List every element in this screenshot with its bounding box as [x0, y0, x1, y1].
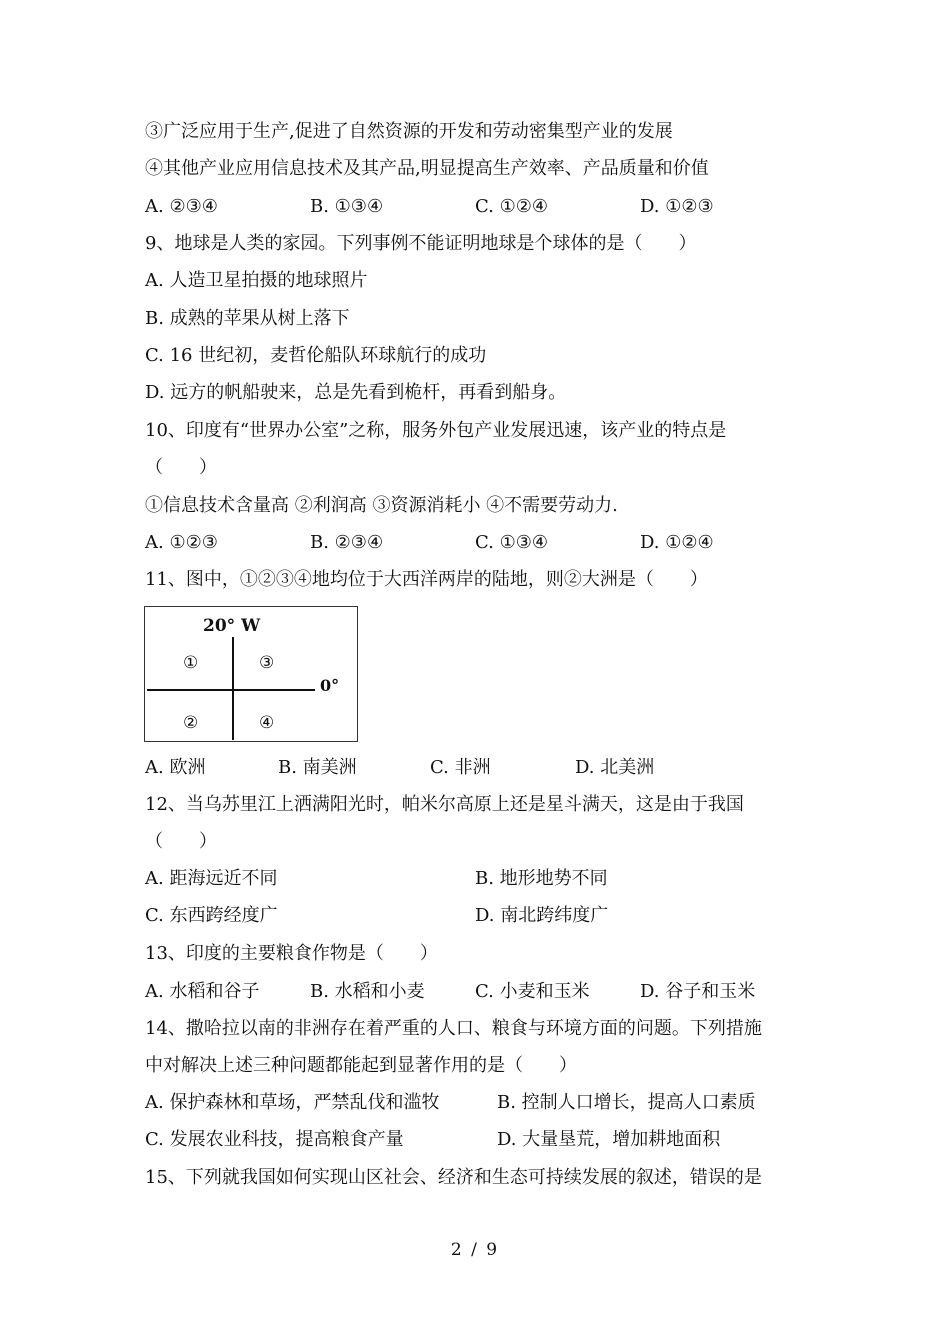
question-14-cont: 中对解决上述三种问题都能起到显著作用的是（ ） [145, 1055, 577, 1076]
coordinate-diagram [144, 606, 358, 742]
meridian-label: 20° W [203, 616, 261, 636]
q8-option-c: C. ①②④ [475, 196, 548, 217]
question-12: 12、当乌苏里江上洒满阳光时，帕米尔高原上还是星斗满天，这是由于我国 [145, 794, 744, 815]
q13-option-d: D. 谷子和玉米 [640, 981, 756, 1002]
q9-option-d: D. 远方的帆船驶来，总是先看到桅杆，再看到船身。 [145, 382, 567, 403]
question-9: 9、地球是人类的家园。下列事例不能证明地球是个球体的是（ ） [145, 233, 697, 254]
question-10: 10、印度有“世界办公室”之称，服务外包产业发展迅速，该产业的特点是 [145, 420, 727, 441]
equator-label: 0° [320, 676, 340, 695]
q8-option-b: B. ①③④ [310, 196, 384, 217]
region-4-label: ④ [259, 713, 275, 733]
q11-option-a: A. 欧洲 [145, 757, 206, 778]
q11-option-d: D. 北美洲 [575, 757, 655, 778]
q11-option-b: B. 南美洲 [278, 757, 357, 778]
q14-option-d: D. 大量垦荒，增加耕地面积 [497, 1129, 721, 1150]
q10-option-d: D. ①②④ [640, 532, 714, 553]
statement-4: ④其他产业应用信息技术及其产品,明显提高生产效率、产品质量和价值 [145, 158, 709, 179]
region-1-label: ① [183, 653, 199, 673]
statement-3: ③广泛应用于生产,促进了自然资源的开发和劳动密集型产业的发展 [145, 121, 673, 142]
q10-statements: ①信息技术含量高 ②利润高 ③资源消耗小 ④不需要劳动力. [145, 495, 618, 516]
q13-option-b: B. 水稻和小麦 [310, 981, 425, 1002]
region-3-label: ③ [259, 653, 275, 673]
q12-option-a: A. 距海远近不同 [145, 868, 278, 889]
page-number: 2 / 9 [450, 1240, 500, 1260]
q10-option-a: A. ①②③ [145, 532, 218, 553]
q13-option-a: A. 水稻和谷子 [145, 981, 260, 1002]
q14-option-b: B. 控制人口增长，提高人口素质 [497, 1092, 756, 1113]
q12-option-b: B. 地形地势不同 [475, 868, 608, 889]
question-10-bracket: （ ） [145, 457, 217, 478]
q9-option-c: C. 16 世纪初，麦哲伦船队环球航行的成功 [145, 345, 487, 366]
q12-option-d: D. 南北跨纬度广 [475, 905, 609, 926]
coordinate-diagram-svg [145, 607, 356, 740]
q10-option-c: C. ①③④ [475, 532, 548, 553]
q14-option-a: A. 保护森林和草场，严禁乱伐和滥牧 [145, 1092, 440, 1113]
q8-option-a: A. ②③④ [145, 196, 218, 217]
question-14: 14、撒哈拉以南的非洲存在着严重的人口、粮食与环境方面的问题。下列措施 [145, 1018, 762, 1039]
q14-option-c: C. 发展农业科技，提高粮食产量 [145, 1129, 404, 1150]
q9-option-b: B. 成熟的苹果从树上落下 [145, 308, 350, 329]
region-2-label: ② [183, 713, 199, 733]
question-15: 15、下列就我国如何实现山区社会、经济和生态可持续发展的叙述，错误的是 [145, 1167, 762, 1188]
q10-option-b: B. ②③④ [310, 532, 384, 553]
q8-option-d: D. ①②③ [640, 196, 714, 217]
q12-option-c: C. 东西跨经度广 [145, 905, 278, 926]
q13-option-c: C. 小麦和玉米 [475, 981, 590, 1002]
question-11: 11、图中，①②③④地均位于大西洋两岸的陆地，则②大洲是（ ） [145, 569, 708, 590]
q11-option-c: C. 非洲 [430, 757, 491, 778]
question-13: 13、印度的主要粮食作物是（ ） [145, 943, 438, 964]
q9-option-a: A. 人造卫星拍摄的地球照片 [145, 270, 368, 291]
question-12-bracket: （ ） [145, 831, 217, 852]
